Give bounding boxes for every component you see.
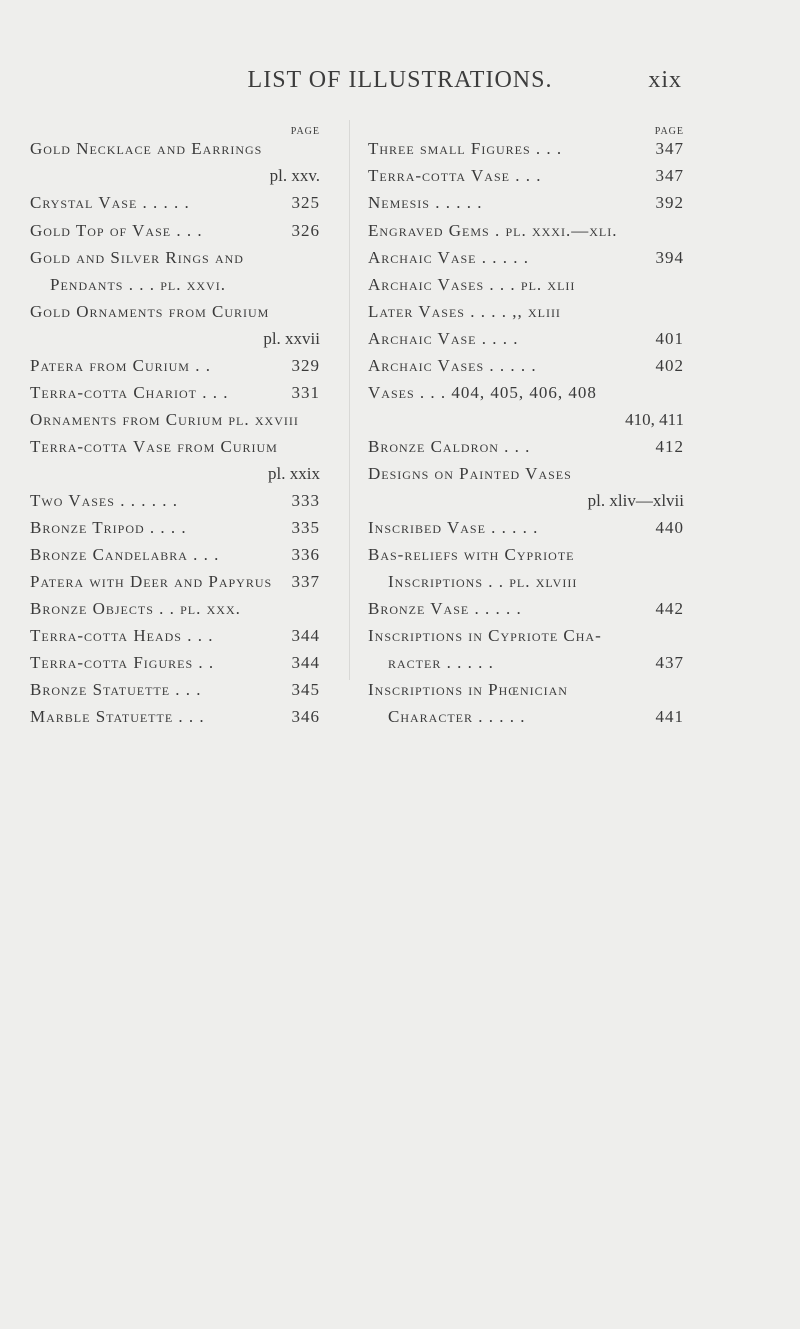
list-item: Patera from Curium . . 329 xyxy=(30,356,320,375)
list-item: Bronze Candelabra . . . 336 xyxy=(30,545,320,564)
list-item: Designs on Painted Vases xyxy=(368,464,572,483)
page-column-label: PAGE xyxy=(654,126,684,137)
list-item: Patera with Deer and Papyrus 337 xyxy=(30,572,320,591)
list-item: Nemesis . . . . . 392 xyxy=(368,193,684,212)
list-item: Terra-cotta Heads . . . 344 xyxy=(30,626,320,645)
list-item: Gold Ornaments from Curium xyxy=(30,302,270,321)
list-item: Terra-cotta Vase . . . 347 xyxy=(368,166,684,185)
list-item: Gold Top of Vase . . . 326 xyxy=(30,221,320,240)
list-item: Inscribed Vase . . . . . 440 xyxy=(368,518,684,537)
list-item: Inscriptions in Phœnician xyxy=(368,680,568,699)
list-item: Marble Statuette . . . 346 xyxy=(30,707,320,726)
list-item: pl. xliv—xlvii xyxy=(587,491,684,510)
list-item: Character . . . . . 441 xyxy=(388,707,684,726)
list-item: Bas-reliefs with Cypriote xyxy=(368,545,575,564)
list-item: Archaic Vase . . . . . 394 xyxy=(368,248,684,267)
list-item: Bronze Caldron . . . 412 xyxy=(368,437,684,456)
page-number: xix xyxy=(648,67,682,93)
list-item: Archaic Vases . . . . . 402 xyxy=(368,356,684,375)
list-item: Terra-cotta Chariot . . . 331 xyxy=(30,383,320,402)
list-item: Vases . . . 404, 405, 406, 408 xyxy=(368,383,597,402)
list-item: Ornaments from Curium pl. xxviii xyxy=(30,410,299,429)
list-item: racter . . . . . 437 xyxy=(388,653,684,672)
column-divider xyxy=(349,120,350,680)
list-item: Engraved Gems . pl. xxxi.—xli. xyxy=(368,221,618,240)
list-item: pl. xxix xyxy=(268,464,320,483)
list-item: Inscriptions in Cypriote Cha- xyxy=(368,626,602,645)
list-item: Bronze Vase . . . . . 442 xyxy=(368,599,684,618)
page-column-label: PAGE xyxy=(290,126,320,137)
list-item: pl. xxv. xyxy=(269,166,320,185)
list-item: Gold Necklace and Earrings xyxy=(30,139,263,158)
list-item: Terra-cotta Vase from Curium xyxy=(30,437,278,456)
page-heading xyxy=(0,67,800,94)
list-item: Bronze Tripod . . . . 335 xyxy=(30,518,320,537)
list-item: Inscriptions . . pl. xlviii xyxy=(388,572,578,591)
list-item: Bronze Objects . . pl. xxx. xyxy=(30,599,241,618)
list-item: pl. xxvii xyxy=(263,329,320,348)
list-item: Two Vases . . . . . . 333 xyxy=(30,491,320,510)
page-title: LIST OF ILLUSTRATIONS. xyxy=(247,67,553,93)
list-item: Later Vases . . . . ,, xliii xyxy=(368,302,561,321)
list-item: Archaic Vase . . . . 401 xyxy=(368,329,684,348)
list-item: Archaic Vases . . . pl. xlii xyxy=(368,275,576,294)
list-item: Crystal Vase . . . . . 325 xyxy=(30,193,320,212)
list-item: Bronze Statuette . . . 345 xyxy=(30,680,320,699)
list-item: Pendants . . . pl. xxvi. xyxy=(50,275,226,294)
list-item: 410, 411 xyxy=(625,410,684,429)
list-item: Gold and Silver Rings and xyxy=(30,248,244,267)
list-item: Terra-cotta Figures . . 344 xyxy=(30,653,320,672)
list-item: Three small Figures . . . 347 xyxy=(368,139,684,158)
